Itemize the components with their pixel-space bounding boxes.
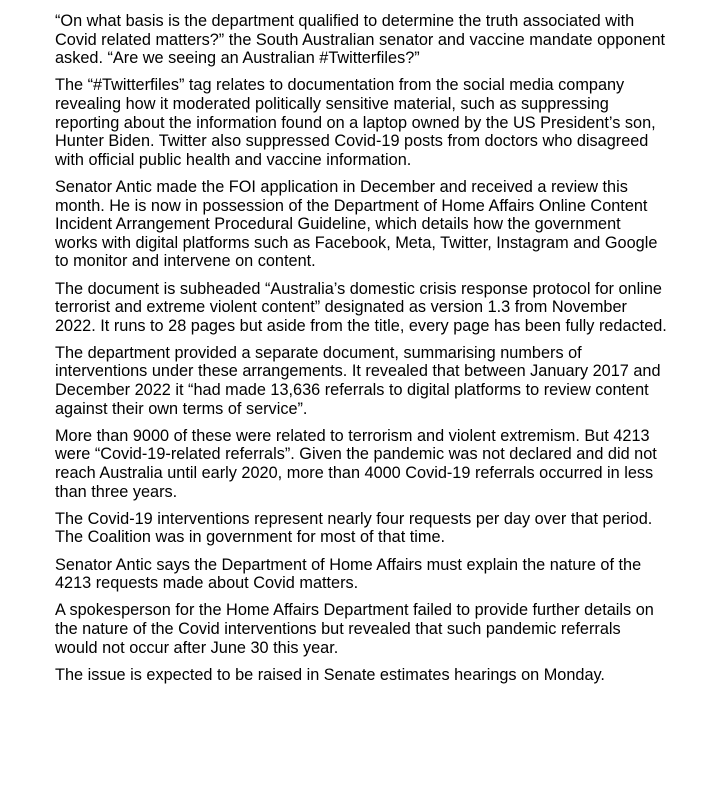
- text-line: would not occur after June 30 this year.: [55, 638, 339, 657]
- text-line: month. He is now in possession of the Department of Home Affairs Online Content: [55, 196, 648, 215]
- text-line: “On what basis is the department qualified to determine the truth associated with: [55, 12, 635, 30]
- article-body: [55, 12, 695, 693]
- text-line: Hunter Biden. Twitter also suppressed Covid-19 posts from doctors who disagreed: [55, 132, 649, 151]
- text-line: the nature of the Covid interventions but revealed that such pandemic referrals: [55, 619, 621, 638]
- text-line: interventions under these arrangements. It revealed that between January 2017 and: [55, 362, 661, 381]
- paragraph-3: [55, 178, 695, 271]
- text-line: Senator Antic says the Department of Home Affairs must explain the nature of the: [55, 555, 642, 574]
- text-line: reporting about the information found on a laptop owned by the US President’s son,: [55, 113, 656, 132]
- text-line: to monitor and intervene on content.: [55, 252, 316, 271]
- text-line: The issue is expected to be raised in Senate estimates hearings on Monday.: [55, 665, 605, 684]
- text-line: December 2022 it “had made 13,636 referrals to digital platforms to review content: [55, 381, 649, 400]
- text-line: were “Covid-19-related referrals”. Given the pandemic was not declared and did not: [55, 445, 657, 464]
- paragraph-10: [55, 666, 695, 685]
- text-line: A spokesperson for the Home Affairs Department failed to provide further details on: [55, 601, 654, 620]
- text-line: The department provided a separate document, summarising numbers of: [55, 343, 582, 362]
- text-line: than three years.: [55, 482, 178, 501]
- text-line: Senator Antic made the FOI application in December and received a review this: [55, 177, 628, 196]
- text-line: The “#Twitterfiles” tag relates to documentation from the social media company: [55, 76, 625, 95]
- text-line: The Coalition was in government for most of that time.: [55, 528, 446, 547]
- text-line: 4213 requests made about Covid matters.: [55, 574, 359, 593]
- text-line: 2022. It runs to 28 pages but aside from the title, every page has been fully redacted.: [55, 316, 667, 335]
- text-line: against their own terms of service”.: [55, 399, 308, 418]
- text-line: More than 9000 of these were related to terrorism and violent extremism. But 4213: [55, 426, 650, 445]
- text-line: revealing how it moderated politically sensitive material, such as suppressing: [55, 94, 609, 113]
- text-line: with official public health and vaccine information.: [55, 150, 412, 169]
- paragraph-1: [55, 12, 695, 68]
- paragraph-7: [55, 510, 695, 547]
- text-line: asked. “Are we seeing an Australian #Twitterfiles?”: [55, 49, 420, 68]
- paragraph-6: [55, 427, 695, 501]
- paragraph-2: [55, 76, 695, 169]
- text-line: The Covid-19 interventions represent nearly four requests per day over that period.: [55, 509, 653, 528]
- paragraph-8: [55, 556, 695, 593]
- text-line: terrorist and extreme violent content” designated as version 1.3 from November: [55, 298, 627, 317]
- text-line: The document is subheaded “Australia’s domestic crisis response protocol for online: [55, 279, 662, 298]
- text-line: works with digital platforms such as Facebook, Meta, Twitter, Instagram and Google: [55, 233, 658, 252]
- text-line: Incident Arrangement Procedural Guideline, which details how the government: [55, 215, 621, 234]
- text-line: Covid related matters?” the South Australian senator and vaccine mandate opponent: [55, 30, 666, 49]
- paragraph-5: [55, 344, 695, 418]
- paragraph-4: [55, 280, 695, 336]
- text-line: reach Australia until early 2020, more than 4000 Covid-19 referrals occurred in less: [55, 464, 654, 483]
- paragraph-9: [55, 601, 695, 657]
